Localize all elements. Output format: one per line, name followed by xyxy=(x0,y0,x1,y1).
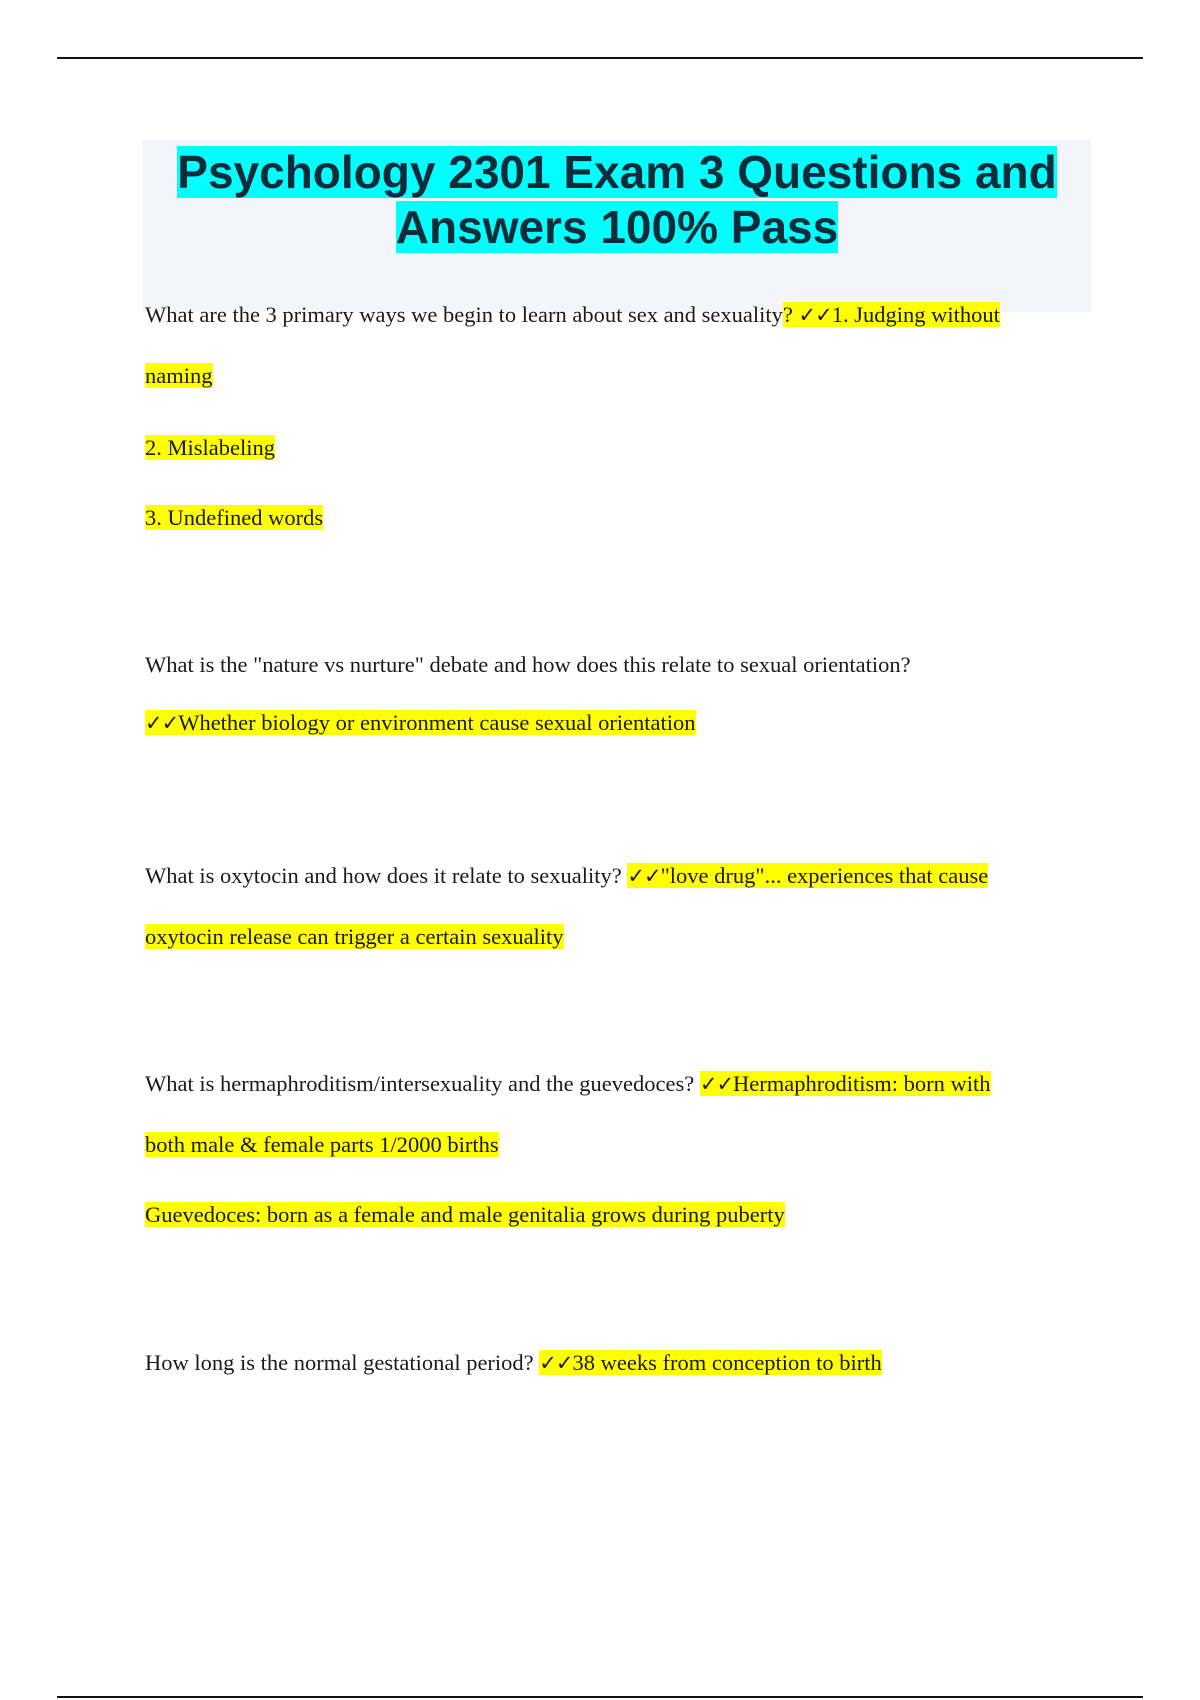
qa-item-2-question-line xyxy=(145,650,911,680)
question-text: What is oxytocin and how does it relate to sexuality? xyxy=(145,863,628,888)
qa-item-5-question-line xyxy=(145,1348,882,1378)
bottom-rule xyxy=(57,1696,1143,1698)
qa-item-4-answer-line-3 xyxy=(145,1200,785,1230)
double-check-icon: ✓✓ xyxy=(145,711,179,735)
question-text: What are the 3 primary ways we begin to learn about sex and sexuality xyxy=(145,302,783,327)
answer-text: "love drug"... experiences that cause xyxy=(660,863,989,888)
answer-text: 3. Undefined words xyxy=(145,505,324,530)
answer-highlight xyxy=(783,302,1000,327)
answer-text: oxytocin release can trigger a certain sexuality xyxy=(145,924,564,949)
qa-item-1-question-line xyxy=(145,300,1000,330)
qa-item-3-answer-line-2 xyxy=(145,922,564,952)
answer-text: Guevedoces: born as a female and male genitalia grows during puberty xyxy=(145,1202,785,1227)
qa-item-1-answer-line-3 xyxy=(145,433,275,463)
qa-item-1-answer-line-2 xyxy=(145,361,213,391)
title-banner xyxy=(143,140,1091,312)
question-text: How long is the normal gestational period? xyxy=(145,1350,540,1375)
title-line-2: Answers 100% Pass xyxy=(395,201,839,253)
double-check-icon: ✓✓ xyxy=(798,303,832,327)
answer-text: 2. Mislabeling xyxy=(145,435,275,460)
double-check-icon: ✓✓ xyxy=(627,864,661,888)
answer-highlight xyxy=(627,863,988,888)
answer-text: naming xyxy=(145,363,213,388)
qa-item-4-answer-line-2 xyxy=(145,1130,499,1160)
qa-item-3-question-line xyxy=(145,861,988,891)
question-mark: ? xyxy=(782,302,793,327)
double-check-icon: ✓✓ xyxy=(699,1072,734,1096)
answer-text: Hermaphroditism: born with xyxy=(733,1071,991,1096)
qa-item-4-question-line xyxy=(145,1069,991,1099)
document-title xyxy=(143,140,1091,255)
answer-highlight xyxy=(145,710,696,735)
qa-item-1-answer-line-4 xyxy=(145,503,323,533)
double-check-icon: ✓✓ xyxy=(539,1351,573,1375)
answer-highlight xyxy=(700,1071,991,1096)
answer-highlight xyxy=(539,1350,882,1375)
question-text: What is the "nature vs nurture" debate and how does this relate to sexual orientation? xyxy=(145,652,911,677)
answer-text: 1. Judging without xyxy=(831,302,1000,327)
answer-text: Whether biology or environment cause sexual orientation xyxy=(178,710,696,735)
answer-text: both male & female parts 1/2000 births xyxy=(145,1132,499,1157)
question-text: What is hermaphroditism/intersexuality and the guevedoces? xyxy=(145,1071,700,1096)
title-line-1: Psychology 2301 Exam 3 Questions and xyxy=(177,146,1057,198)
qa-item-2-answer-line-1 xyxy=(145,708,696,738)
top-rule xyxy=(57,57,1143,59)
answer-text: 38 weeks from conception to birth xyxy=(572,1350,882,1375)
